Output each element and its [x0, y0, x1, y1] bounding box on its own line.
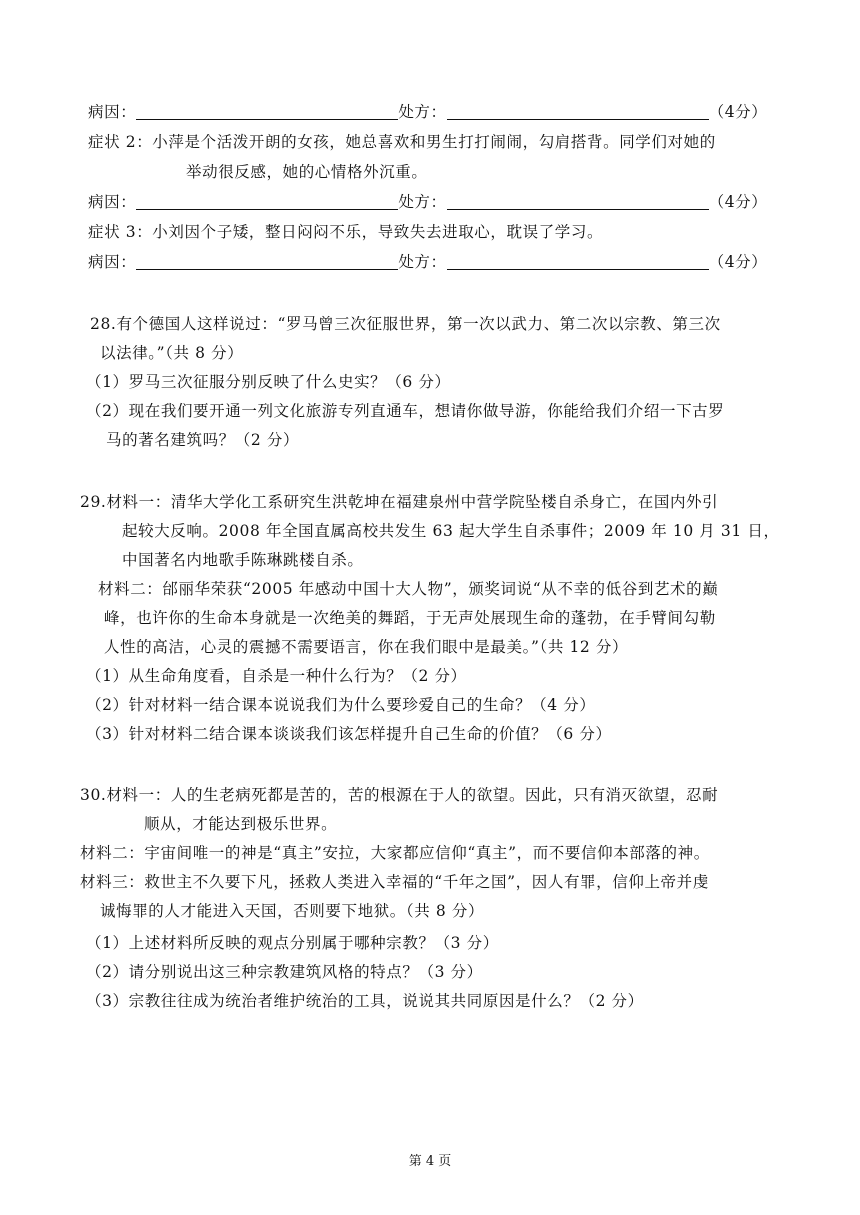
prescription-answer-blank[interactable] [447, 193, 709, 210]
symptom-3-line-1: 症状 3：小刘因个子矮，整日闷闷不乐，导致失去进取心，耽误了学习。 [88, 223, 604, 241]
cause-label: 病因： [88, 193, 137, 211]
page-number: 第 4 页 [408, 1154, 452, 1169]
symptom-2-line-1: 症状 2：小萍是个活泼开朗的女孩，她总喜欢和男生打打闹闹，勾肩搭背。同学们对她的 [88, 133, 716, 151]
cause-answer-blank[interactable] [136, 193, 398, 210]
prescription-answer-blank[interactable] [447, 253, 709, 270]
cause-rx-row-1 [88, 100, 767, 122]
prescription-label: 处方： [398, 103, 447, 121]
question-30-material-1-line-2: 顺从，才能达到极乐世界。 [144, 815, 338, 833]
question-29-sub-2: （2）针对材料一结合课本说说我们为什么要珍爱自己的生命？（4 分） [86, 696, 596, 714]
question-30-material-3-line-1: 材料三：救世主不久要下凡，拯救人类进入幸福的“千年之国”，因人有罪，信仰上帝并虔 [80, 873, 709, 891]
question-30-material-1-line-1: 30.材料一：人的生老病死都是苦的，苦的根源在于人的欲望。因此，只有消灭欲望，忍耐 [80, 786, 719, 804]
question-28-line-2: 以法律。”（共 8 分） [100, 344, 244, 362]
question-29-material-2-line-2: 峰，也许你的生命本身就是一次绝美的舞蹈，于无声处展现生命的蓬勃，在手臂间勾勒 [104, 609, 716, 627]
cause-answer-blank[interactable] [136, 253, 398, 270]
points-label: （4分） [708, 193, 768, 211]
cause-label: 病因： [88, 253, 137, 271]
symptom-2-line-2: 举动很反感，她的心情格外沉重。 [186, 163, 428, 181]
question-29-sub-3: （3）针对材料二结合课本谈谈我们该怎样提升自己生命的价值？（6 分） [86, 725, 612, 743]
question-30-sub-1: （1）上述材料所反映的观点分别属于哪种宗教？（3 分） [86, 934, 499, 952]
points-label: （4分） [708, 103, 768, 121]
question-28-line-1: 28.有个德国人这样说过：“罗马曾三次征服世界，第一次以武力、第二次以宗教、第三次 [90, 315, 721, 333]
question-29-material-1-line-3: 中国著名内地歌手陈琳跳楼自杀。 [122, 551, 364, 569]
question-29-sub-1: （1）从生命角度看，自杀是一种什么行为？（2 分） [86, 667, 467, 685]
question-30-sub-3: （3）宗教往往成为统治者维护统治的工具，说说其共同原因是什么？（2 分） [86, 992, 644, 1010]
question-30-material-3-line-2: 诚悔罪的人才能进入天国，否则要下地狱。（共 8 分） [100, 902, 485, 920]
question-30-material-2: 材料二：宇宙间唯一的神是“真主”安拉，大家都应信仰“真主”，而不要信仰本部落的神。 [80, 844, 710, 862]
question-29-material-1-line-2: 起较大反响。2008 年全国直属高校共发生 63 起大学生自杀事件；2009 年 10 月 31 日， [122, 522, 780, 540]
question-28-sub-2-line-2: 马的著名建筑吗？（2 分） [106, 431, 300, 449]
question-28-sub-1: （1）罗马三次征服分别反映了什么史实？（6 分） [86, 373, 451, 391]
cause-rx-row-3 [88, 250, 767, 272]
prescription-label: 处方： [398, 193, 447, 211]
prescription-label: 处方： [398, 253, 447, 271]
question-29-material-2-line-3: 人性的高洁，心灵的震撼不需要语言，你在我们眼中是最美。”（共 12 分） [104, 638, 629, 656]
question-29-material-1-line-1: 29.材料一：清华大学化工系研究生洪乾坤在福建泉州中营学院坠楼自杀身亡，在国内外引 [80, 493, 719, 511]
points-label: （4分） [708, 253, 768, 271]
cause-rx-row-2 [88, 190, 767, 212]
cause-label: 病因： [88, 103, 137, 121]
cause-answer-blank[interactable] [136, 103, 398, 120]
question-30-sub-2: （2）请分别说出这三种宗教建筑风格的特点？（3 分） [86, 963, 483, 981]
prescription-answer-blank[interactable] [447, 103, 709, 120]
question-29-material-2-line-1: 材料二：邰丽华荣获“2005 年感动中国十大人物”，颁奖词说“从不幸的低谷到艺术的巅 [98, 580, 719, 598]
question-28-sub-2-line-1: （2）现在我们要开通一列文化旅游专列直通车，想请你做导游，你能给我们介绍一下古罗 [86, 402, 725, 420]
